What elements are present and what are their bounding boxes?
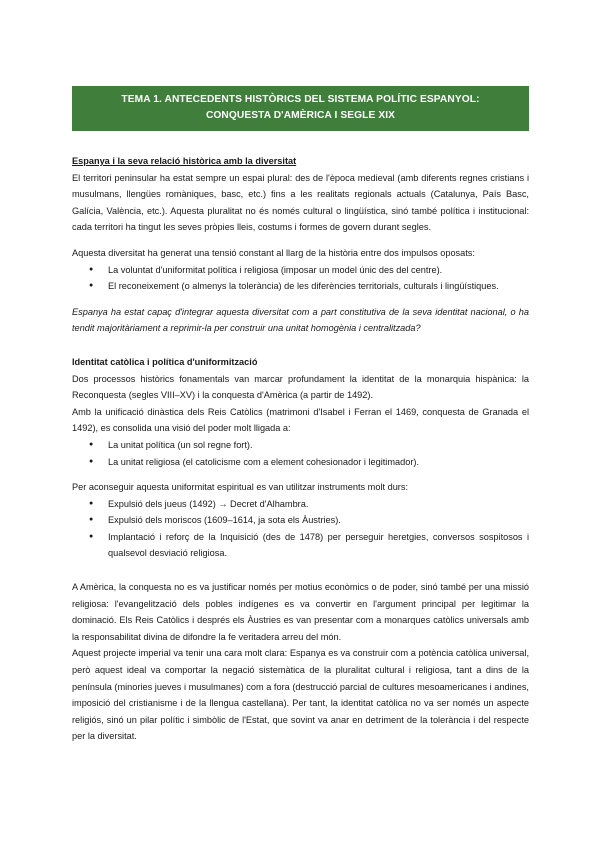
bullet-list	[72, 496, 529, 562]
paragraph: Per aconseguir aquesta uniformitat espiritual es van utilitzar instruments molt durs:	[72, 482, 409, 493]
list-item: ● Implantació i reforç de la Inquisició (des de 1478) per perseguir heretgies, conversos sospitosos i qualsevol desviació religiosa.	[72, 529, 529, 562]
list-item: ● Expulsió dels moriscos (1609–1614, ja sota els Àustries).	[72, 512, 529, 529]
list-item: ● La voluntat d'uniformitat política i religiosa (imposar un model únic des del centre).	[72, 262, 529, 279]
paragraph: El territori peninsular ha estat sempre un espai plural: des de l'època medieval (amb diferents regnes cristians i musulmans, llengües romàniques, basc, etc.) fins a les realitats regionals actuals (Catalunya, País Basc, Galícia, València, etc.). Aquesta pluralitat no és només cultural o lingüística, sinó també política i institucional: cada territori ha tingut les seves pròpies lleis, costums i formes de govern durant segles.	[72, 172, 529, 233]
paragraph: Aquesta diversitat ha generat una tensió constant al llarg de la història entre dos impulsos oposats:	[72, 247, 475, 258]
paragraph: A Amèrica, la conquesta no es va justificar només per motius econòmics o de poder, sinó també per una missió religiosa: l'evangelització dels pobles indígenes es va convertir en l'argument principal per legitimar la dominació. Els Reis Catòlics i després els Àustries es van presentar com a monarques catòlics universals amb la responsabilitat divina de difondre la fe veritadera arreu del món.	[72, 582, 529, 642]
bullet-list	[72, 262, 529, 295]
italic-question: Espanya ha estat capaç d'integrar aquesta diversitat com a part constitutiva de la seva identitat nacional, o ha tendit majoritàriament a reprimir-la per construir una unitat homogènia i centralitzada?	[72, 306, 529, 334]
title-banner	[72, 86, 529, 131]
title-line-2: CONQUESTA D'AMÈRICA I SEGLE XIX	[205, 110, 396, 121]
section-heading-diversity: Espanya i la seva relació històrica amb la diversitat	[72, 156, 297, 166]
document-page	[72, 86, 529, 745]
paragraph: Dos processos històrics fonamentals van marcar profundament la identitat de la monarquia hispànica: la Reconquesta (segles VIII–XV) i la conquesta d'Amèrica (a partir de 1492).	[72, 373, 529, 401]
paragraph: Aquest projecte imperial va tenir una cara molt clara: Espanya es va construir com a potència catòlica universal, però aquest ideal va comportar la negació sistemàtica de la pluralitat cultural i religiosa, tant a dins de la península (minories jueves i musulmanes) com a fora (destrucció parcial de cultures mesoamericanes i andines, imposició del cristianisme i de la llengua castellana). Per tant, la identitat catòlica no va ser només un aspecte religiós, sinó un pilar polític i simbòlic de l'Estat, que sovint va anar en detriment de la tolerància i del respecte per la diversitat.	[72, 648, 529, 742]
paragraph: Amb la unificació dinàstica dels Reis Catòlics (matrimoni d'Isabel i Ferran el 1469, conquesta de Granada el 1492), es consolida una visió del poder molt lligada a:	[72, 406, 529, 434]
title-line-1: TEMA 1. ANTECEDENTS HISTÒRICS DEL SISTEMA POLÍTIC ESPANYOL:	[121, 94, 480, 105]
bullet-list	[72, 437, 529, 470]
list-item: ● La unitat política (un sol regne fort).	[72, 437, 529, 454]
list-item: ● La unitat religiosa (el catolicisme com a element cohesionador i legitimador).	[72, 454, 529, 471]
list-item: ● El reconeixement (o almenys la tolerància) de les diferències territorials, culturals i lingüístiques.	[72, 278, 529, 295]
list-item: ● Expulsió dels jueus (1492) → Decret d'Alhambra.	[72, 496, 529, 513]
section-heading-catholic-identity: Identitat catòlica i política d'uniformització	[72, 356, 258, 367]
